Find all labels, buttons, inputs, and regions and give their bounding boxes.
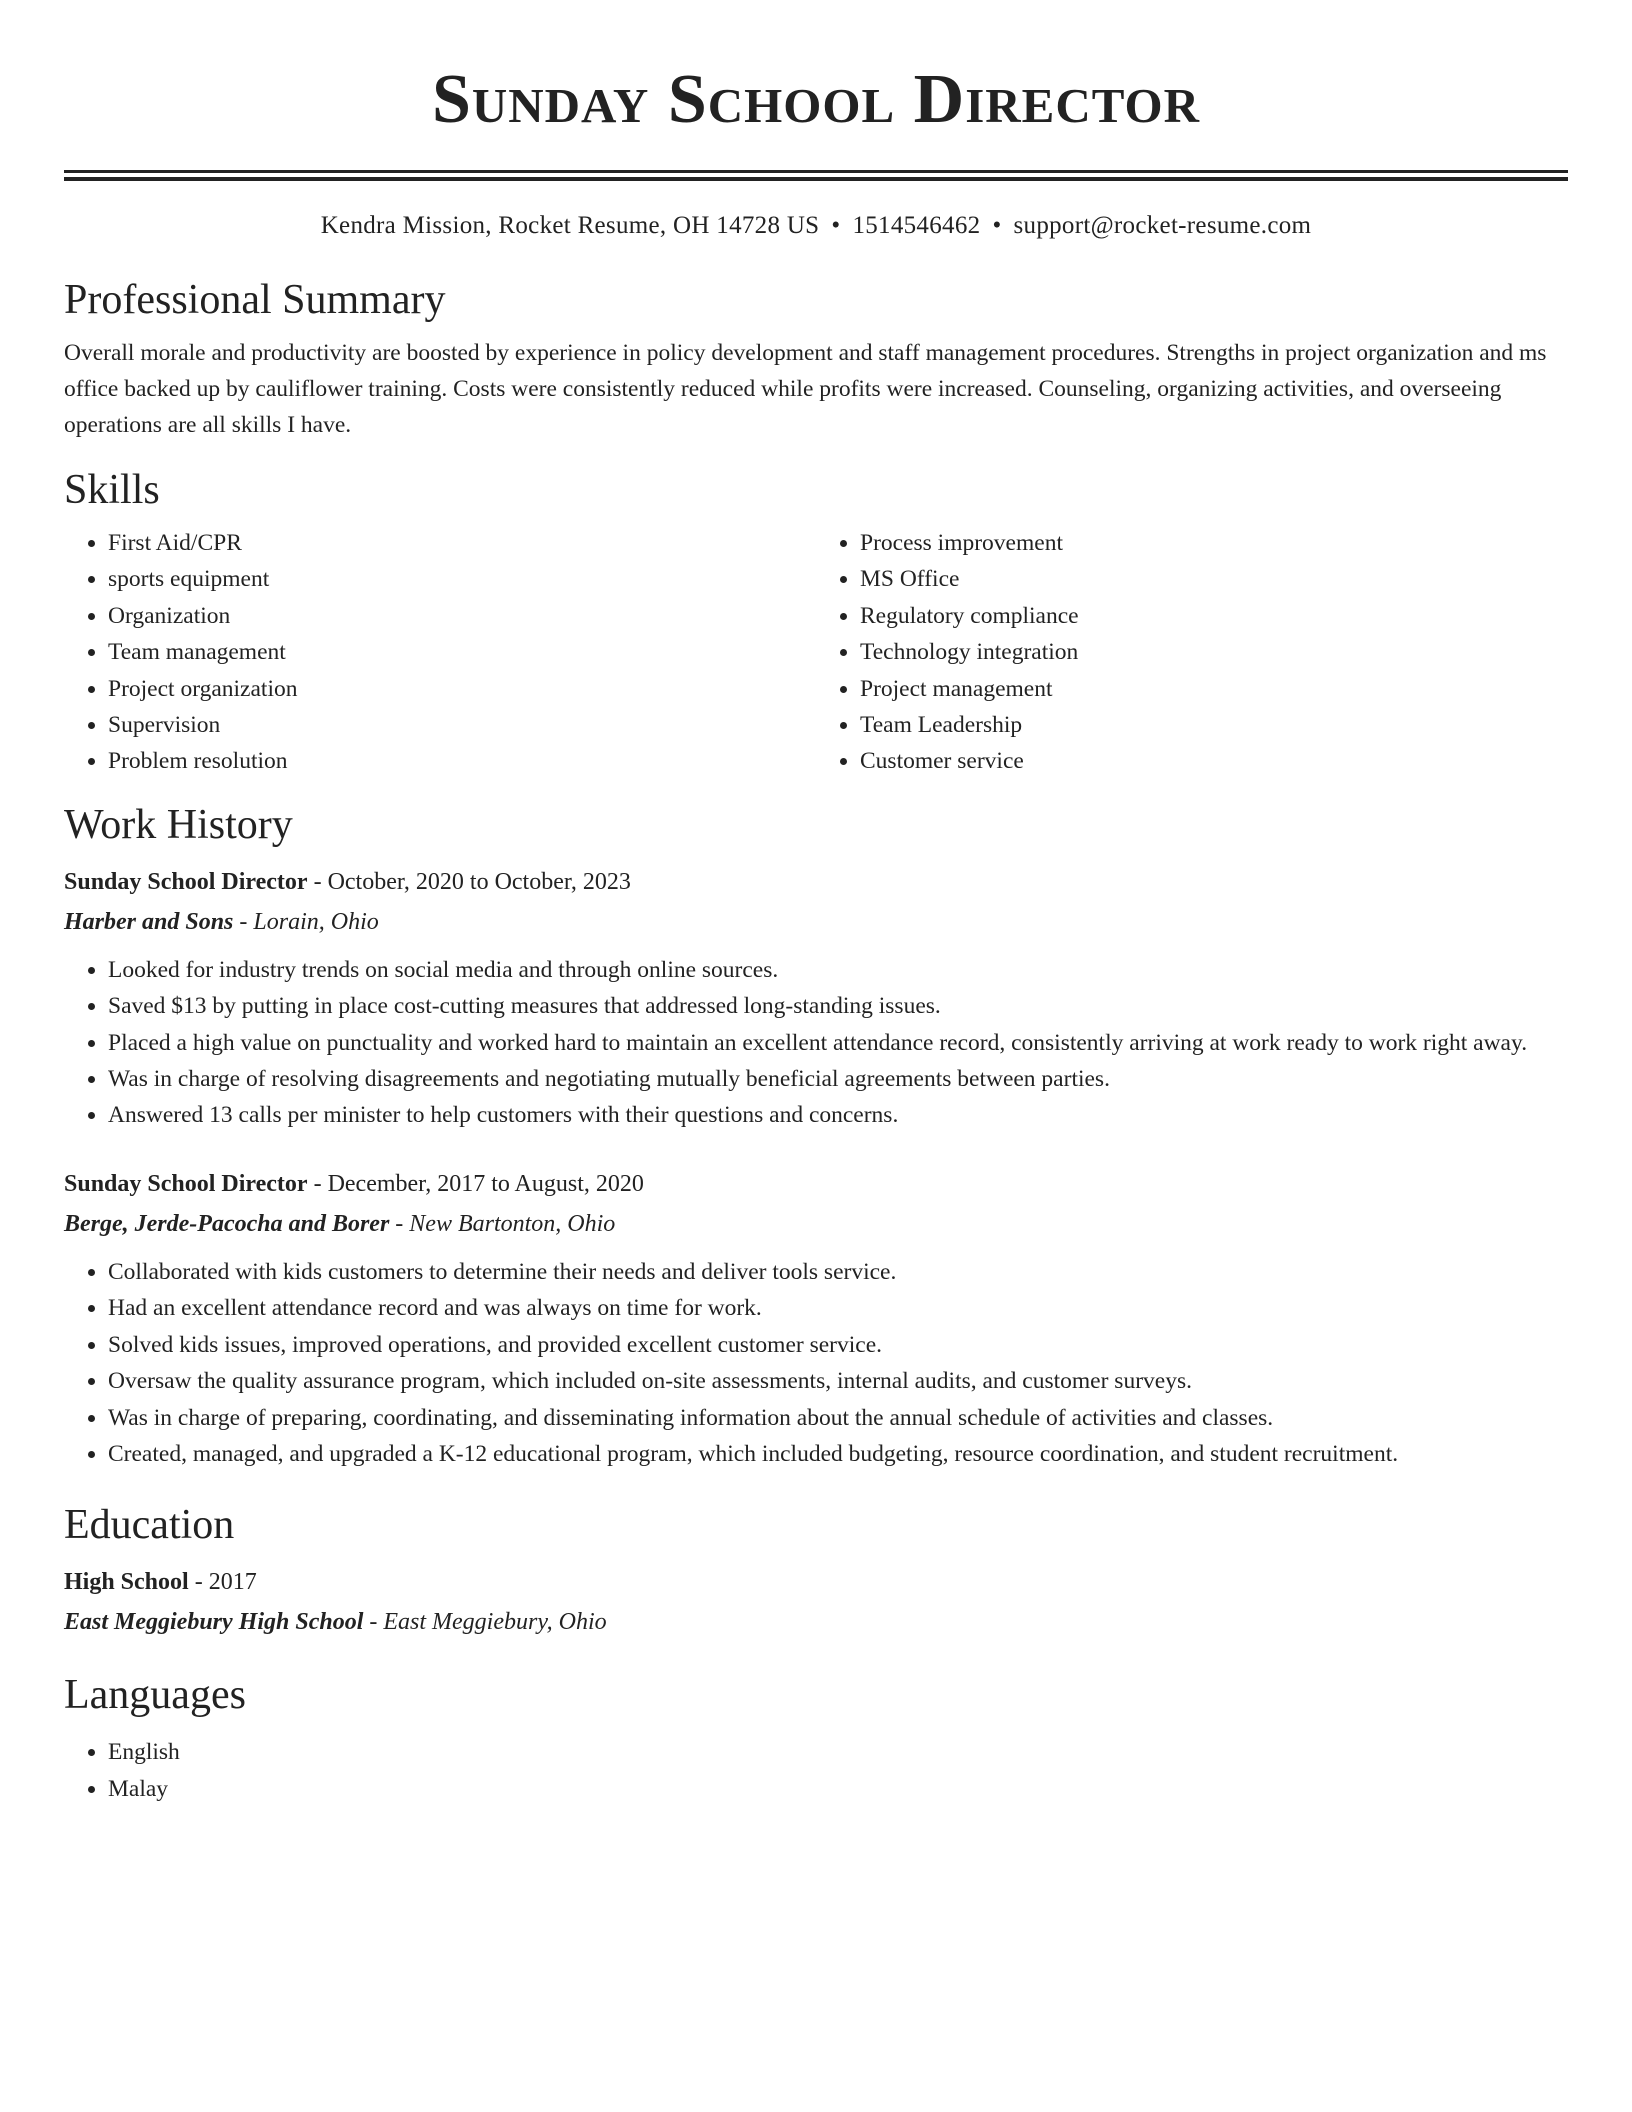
job-dates: - December, 2017 to August, 2020 (307, 1170, 644, 1197)
skill-item: • Supervision (108, 707, 816, 743)
job-bullet: • Had an excellent attendance record and was always on time for work. (108, 1290, 1568, 1326)
education-heading: Education (64, 1502, 235, 1549)
skill-item: • Technology integration (860, 634, 1568, 670)
job-bullet: • Solved kids issues, improved operations, and provided excellent customer service. (108, 1327, 1568, 1363)
skill-item: • Project management (860, 671, 1568, 707)
job-location: - New Bartonton, Ohio (389, 1210, 616, 1237)
job-bullets (64, 1254, 1568, 1472)
summary-section (64, 275, 1568, 443)
job-bullet: • Saved $13 by putting in place cost-cutting measures that addressed long-standing issues. (108, 988, 1568, 1024)
education-degree-line (64, 1562, 1568, 1602)
skill-item: • Problem resolution (108, 743, 816, 779)
skills-right-list (816, 525, 1568, 780)
education-section (64, 1500, 1568, 1642)
job-title: Sunday School Director (64, 1170, 308, 1197)
education-degree: High School (64, 1569, 189, 1596)
contact-email: support@rocket-resume.com (1013, 212, 1312, 239)
job-bullet: • Created, managed, and upgraded a K-12 educational program, which included budgeting, resource coordination, and student recruitment. (108, 1436, 1568, 1472)
skill-item: • Team Leadership (860, 707, 1568, 743)
skills-columns (64, 525, 1568, 780)
skill-item: • MS Office (860, 561, 1568, 597)
job-bullet: • Was in charge of preparing, coordinating, and disseminating information about the annual schedule of activities and classes. (108, 1400, 1568, 1436)
title-divider (64, 170, 1568, 181)
skill-item: • Organization (108, 598, 816, 634)
skill-item: • sports equipment (108, 561, 816, 597)
skills-left-list (64, 525, 816, 780)
languages-list (64, 1734, 1568, 1807)
language-item: • Malay (108, 1771, 1568, 1807)
languages-heading: Languages (64, 1672, 246, 1719)
skill-item: • Process improvement (860, 525, 1568, 561)
skill-item: • Customer service (860, 743, 1568, 779)
job-title-line (64, 1164, 1568, 1204)
contact-address: Kendra Mission, Rocket Resume, OH 14728 US (320, 212, 820, 239)
education-school-line (64, 1602, 1568, 1642)
job-bullet: • Collaborated with kids customers to determine their needs and deliver tools service. (108, 1254, 1568, 1290)
job-dates: - October, 2020 to October, 2023 (307, 868, 631, 895)
job-location: - Lorain, Ohio (233, 908, 379, 935)
contact-phone: 1514546462 (852, 212, 981, 239)
contact-separator: • (992, 212, 1002, 239)
skill-item: • Regulatory compliance (860, 598, 1568, 634)
skills-heading: Skills (64, 467, 160, 513)
job-title-line (64, 862, 1568, 902)
education-location: - East Meggiebury, Ohio (363, 1609, 607, 1636)
job-bullet: • Placed a high value on punctuality and worked hard to maintain an excellent attendance record, consistently arriving at work ready to work right away. (108, 1025, 1568, 1061)
job-bullet: • Looked for industry trends on social media and through online sources. (108, 952, 1568, 988)
skill-item: • Project organization (108, 671, 816, 707)
job-title: Sunday School Director (64, 868, 308, 895)
work-history-section (64, 800, 1568, 1472)
job-bullet: • Was in charge of resolving disagreements and negotiating mutually beneficial agreements between parties. (108, 1061, 1568, 1097)
skill-item: • First Aid/CPR (108, 525, 816, 561)
summary-heading: Professional Summary (64, 277, 446, 323)
contact-line (64, 211, 1568, 241)
languages-section (64, 1670, 1568, 1807)
education-year: - 2017 (188, 1569, 257, 1596)
job-bullet: • Oversaw the quality assurance program, which included on-site assessments, internal audits, and customer surveys. (108, 1363, 1568, 1399)
job-bullet: • Answered 13 calls per minister to help customers with their questions and concerns. (108, 1097, 1568, 1133)
job-company: Harber and Sons (64, 908, 234, 935)
summary-text: Overall morale and productivity are boosted by experience in policy development and staff management procedures. Strengths in project organization and ms office backed up by cauliflower training. Costs were consistently reduced while profits were increased. Counseling, organizing activities, and overseeing operations are all skills I have. (64, 340, 1547, 438)
resume-title: Sunday School Director (431, 61, 1201, 138)
job-company-line (64, 1204, 1568, 1244)
job-entry (64, 1164, 1568, 1472)
job-company-line (64, 902, 1568, 942)
skills-section (64, 465, 1568, 780)
language-item: • English (108, 1734, 1568, 1770)
contact-separator: • (831, 212, 841, 239)
job-bullets (64, 952, 1568, 1134)
job-entry (64, 862, 1568, 1134)
job-company: Berge, Jerde-Pacocha and Borer (64, 1210, 390, 1237)
education-entry (64, 1562, 1568, 1642)
skill-item: • Team management (108, 634, 816, 670)
education-school: East Meggiebury High School (64, 1609, 364, 1636)
work-history-heading: Work History (64, 801, 293, 848)
